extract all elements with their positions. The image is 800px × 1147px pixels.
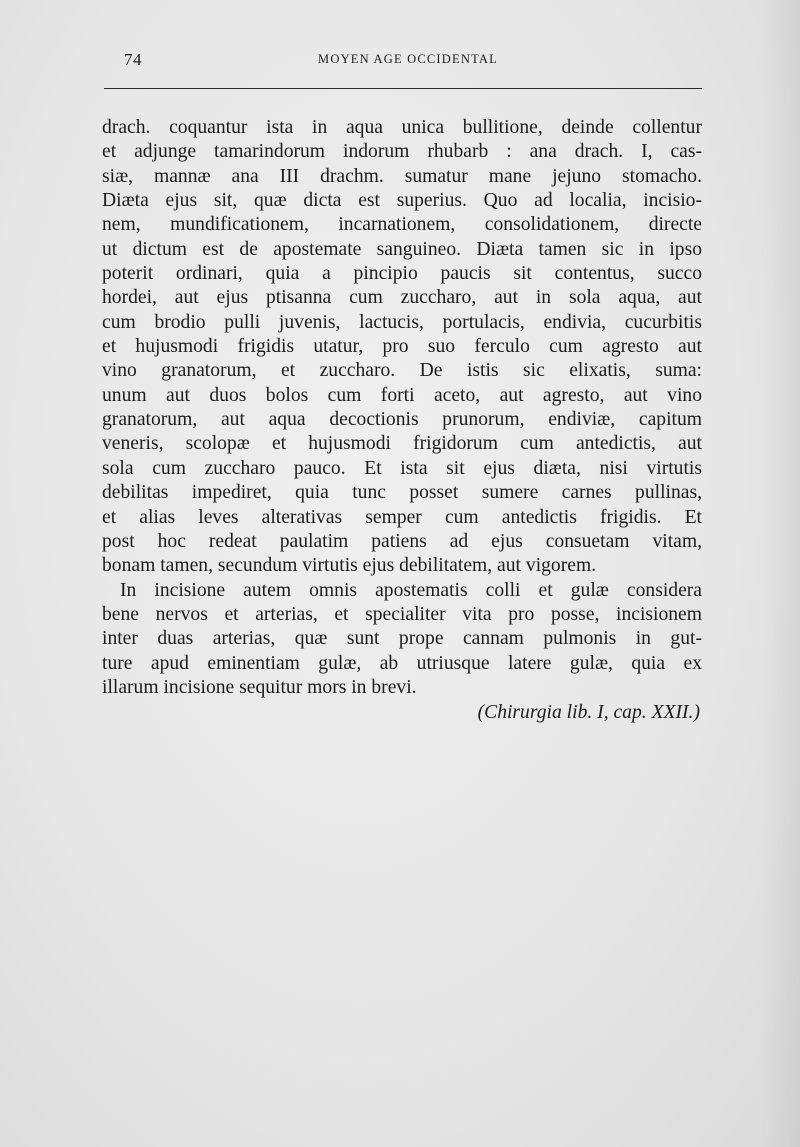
text-line: unum aut duos bolos cum forti aceto, aut agresto, aut vino	[102, 384, 702, 406]
page-number: 74	[124, 50, 142, 69]
text-line: et hujusmodi frigidis utatur, pro suo ferculo cum agresto aut	[102, 336, 702, 358]
body-text	[102, 116, 702, 726]
text-line: et adjunge tamarindorum indorum rhubarb : ana drach. I, cas-	[102, 141, 702, 163]
text-line: ture apud eminentiam gulæ, ab utriusque latere gulæ, quia ex	[102, 652, 702, 674]
running-head: MOYEN AGE OCCIDENTAL	[318, 52, 498, 66]
text-line: siæ, mannæ ana III drachm. sumatur mane jejuno stomacho.	[102, 165, 702, 187]
text-line: inter duas arterias, quæ sunt prope cannam pulmonis in gut-	[102, 628, 702, 650]
text-line: et alias leves alterativas semper cum antedictis frigidis. Et	[102, 506, 702, 528]
paragraph-end-line: illarum incisione sequitur mors in brevi.	[102, 676, 417, 698]
text-line: granatorum, aut aqua decoctionis prunorum, endiviæ, capitum	[102, 409, 702, 431]
text-line: drach. coquantur ista in aqua unica bullitione, deinde collentur	[102, 117, 702, 138]
text-line: bene nervos et arterias, et specialiter vita pro posse, incisionem	[102, 603, 702, 625]
text-line: veneris, scolopæ et hujusmodi frigidorum cum antedictis, aut	[102, 433, 702, 455]
text-line: nem, mundificationem, incarnationem, consolidationem, directe	[102, 214, 702, 236]
source-citation: (Chirurgia lib. I, cap. XXII.)	[477, 702, 700, 724]
page-header	[104, 48, 702, 72]
text-line: poterit ordinari, quia a pincipio paucis sit contentus, succo	[102, 263, 702, 285]
text-line: ut dictum est de apostemate sanguineo. Diæta tamen sic in ipso	[102, 238, 702, 260]
text-line: Diæta ejus sit, quæ dicta est superius. Quo ad localia, incisio-	[102, 190, 702, 212]
paragraph-start-line: In incisione autem omnis apostematis colli et gulæ considera	[120, 579, 702, 601]
text-line: sola cum zuccharo pauco. Et ista sit ejus diæta, nisi virtutis	[102, 457, 702, 479]
header-rule	[104, 88, 702, 89]
text-line: vino granatorum, et zuccharo. De istis sic elixatis, suma:	[102, 360, 702, 382]
text-line: cum brodio pulli juvenis, lactucis, portulacis, endivia, cucurbitis	[102, 311, 702, 333]
text-line: hordei, aut ejus ptisanna cum zuccharo, aut in sola aqua, aut	[102, 287, 702, 309]
paragraph-end-line: bonam tamen, secundum virtutis ejus debilitatem, aut vigorem.	[102, 555, 597, 577]
text-line: debilitas impediret, quia tunc posset sumere carnes pullinas,	[102, 482, 702, 504]
page-edge-shadow	[760, 0, 800, 1147]
text-line: post hoc redeat paulatim patiens ad ejus consuetam vitam,	[102, 530, 702, 552]
